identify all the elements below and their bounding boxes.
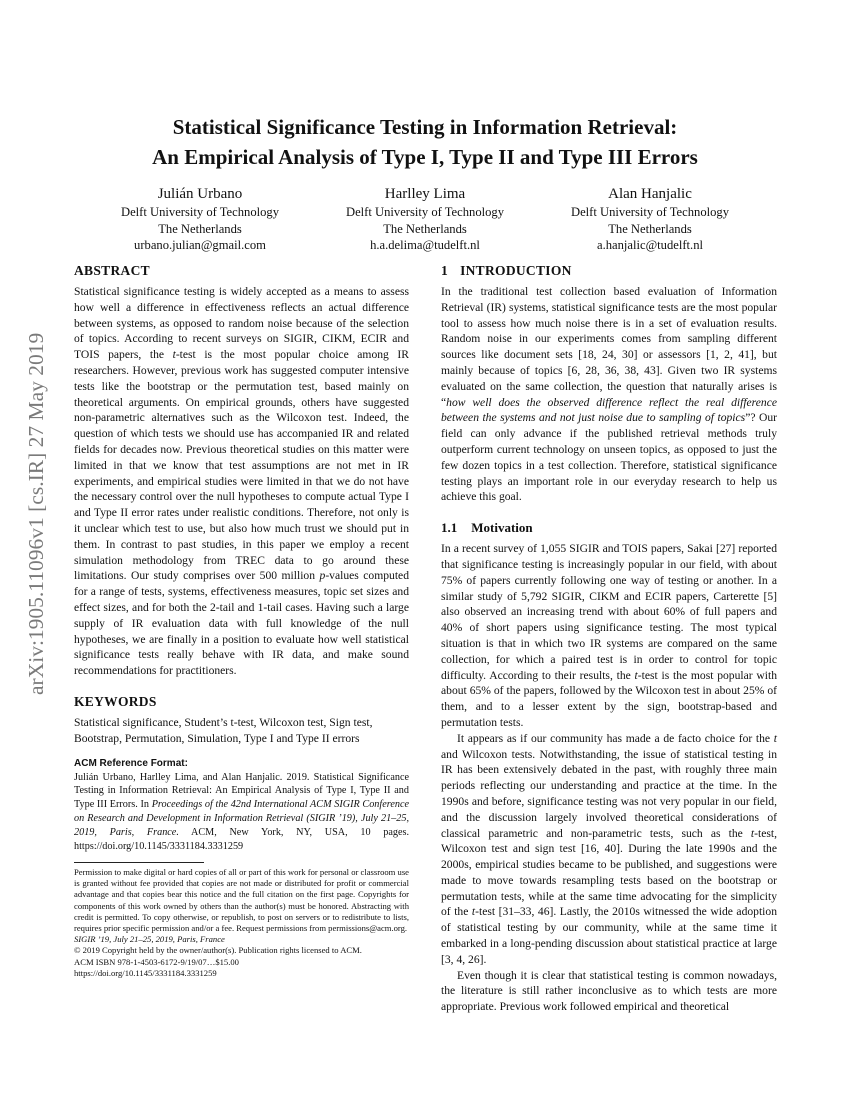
right-column bbox=[441, 262, 777, 1015]
arxiv-stamp: arXiv:1905.11096v1 [cs.IR] 27 May 2019 bbox=[24, 332, 48, 695]
author-country: The Netherlands bbox=[383, 221, 467, 236]
author-email[interactable]: urbano.julian@gmail.com bbox=[134, 238, 266, 252]
keywords-heading: KEYWORDS bbox=[74, 693, 157, 709]
author-block-1 bbox=[75, 184, 325, 254]
introduction-heading: 1 INTRODUCTION bbox=[441, 263, 572, 278]
author-email[interactable]: h.a.delima@tudelft.nl bbox=[370, 238, 480, 252]
author-name: Julián Urbano bbox=[157, 186, 243, 202]
venue-line: SIGIR ’19, July 21–25, 2019, Paris, France bbox=[74, 934, 225, 945]
footnote bbox=[74, 867, 409, 979]
permission-notice: Permission to make digital or hard copies of all or part of this work for personal or classroom use is granted without fee provided that copies are not made or distributed for profit or commercial advantage and that copies bear this notice and the full citation on the first page. Copyrights for components of this work owned by others than the author(s) must be honored. Abstracting with credit is permitted. To copy otherwise, or republish, to post on servers or to redistribute to lists, requires prior specific permission and/or a fee. Request permissions from permissions@acm.org. bbox=[74, 866, 409, 933]
author-email[interactable]: a.hanjalic@tudelft.nl bbox=[596, 238, 703, 252]
author-block-2 bbox=[300, 184, 550, 254]
copyright-line: © 2019 Copyright held by the owner/author(s). Publication rights licensed to ACM. bbox=[74, 945, 362, 956]
author-affiliation: Delft University of Technology bbox=[570, 205, 730, 219]
acm-reference-text: Julián Urbano, Harlley Lima, and Alan Hanjalic. 2019. Statistical Significance Testing in Information Retrieval: An Empirical Analysis of Type I, Type II and Type III Errors. In Proceedings of the 42nd International ACM SIGIR Conference on Research and Development in Information Retrieval (SIGIR ’19), July 21–25, 2019, Paris, France. ACM, New York, NY, USA, 10 pages. https://doi.org/10.1145/3331184.3331259 bbox=[74, 771, 409, 853]
author-affiliation: Delft University of Technology bbox=[120, 205, 280, 219]
author-country: The Netherlands bbox=[158, 221, 242, 236]
introduction-text: In the traditional test collection based evaluation of Information Retrieval (IR) systems, statistical significance tests are the most popular tool to assess how much noise there is in a set of evaluation results. Random noise in our experiments comes from sampling different sources like document sets [18, 24, 30] or assessors [1, 2, 41], but mainly because of topics [6, 28, 36, 38, 43]. Given two IR systems evaluated on the same collection, the question that naturally arises is “how well does the observed difference reflect the real difference between the systems and not just noise due to sampling of topics”? Our field can only advance if the published retrieval methods truly outperform current technology on unseen topics, as opposed to just the few dozen topics in a test collection. Therefore, statistical significance testing plays an important role in our everyday research to help us achieve this goal. bbox=[441, 285, 777, 504]
motivation-paragraph-3: Even though it is clear that statistical testing is common nowadays, the literature is still rather inconclusive as to which tests are more appropriate. Previous work followed empirical and theoretical bbox=[441, 968, 777, 1014]
author-affiliation: Delft University of Technology bbox=[345, 205, 505, 219]
abstract-text: Statistical significance testing is widely accepted as a means to assess how well a difference in effectiveness reflects an actual difference between systems, as opposed to random noise because of the selection of topics. According to recent surveys on SIGIR, CIKM, ECIR and TOIS papers, the t-test is the most popular choice among IR researchers. However, previous work has suggested computer intensive tests like the bootstrap or the permutation test, based mainly on theoretical arguments. On empirical grounds, others have suggested non-parametric alternatives such as the Wilcoxon test. Indeed, the question of which tests we should use has accompanied IR and related fields for decades now. Previous theoretical studies on this matter were limited in that we know that test assumptions are not met in IR experiments, and empirical studies were limited in that we do not have the necessary control over the null hypotheses to compute actual Type I and Type II error rates under realistic conditions. Therefore, not only is it unclear which test to use, but also how much trust we should put in them. In contrast to past studies, in this paper we employ a recent simulation methodology from TREC data to go around these limitations. Our study comprises over 500 million p-values computed for a range of tests, systems, effectiveness measures, topic set sizes and effect sizes, and for both the 2-tail and 1-tail cases. Having such a large supply of IR evaluation data with full knowledge of the null hypotheses, we are finally in a position to evaluate how well statistical significance tests really behave with IR data, and make sound recommendations for practitioners. bbox=[74, 285, 409, 678]
author-block-3 bbox=[525, 184, 775, 254]
left-column bbox=[74, 262, 409, 979]
author-country: The Netherlands bbox=[608, 221, 692, 236]
paper-title-line1: Statistical Significance Testing in Information Retrieval: bbox=[172, 115, 678, 139]
keywords-text: Statistical significance, Student’s t-test, Wilcoxon test, Sign test, Bootstrap, Permutation, Simulation, Type I and Type II errors bbox=[74, 715, 373, 745]
abstract-heading: ABSTRACT bbox=[74, 263, 150, 278]
paper-title-line2: An Empirical Analysis of Type I, Type II and Type III Errors bbox=[152, 145, 698, 169]
author-name: Harlley Lima bbox=[384, 186, 466, 202]
doi-link[interactable]: https://doi.org/10.1145/3331184.3331259 bbox=[74, 967, 217, 978]
motivation-heading: 1.1 Motivation bbox=[441, 520, 533, 536]
acm-reference-heading: ACM Reference Format: bbox=[74, 757, 188, 769]
footnote-divider bbox=[74, 862, 204, 863]
motivation-paragraph-1: In a recent survey of 1,055 SIGIR and TOIS papers, Sakai [27] reported that significance testing is increasingly popular in our field, with about 75% of papers currently following one way of testing or another. In a similar study of 5,792 SIGIR, CIKM and ECIR papers, Carterette [5] also observed an increasing trend with about 60% of full papers and 40% of short papers using significance testing. The most typical situation is that in which two IR systems are compared on the same collection, for which a paired test is in order to control for topic difficulty. According to their results, the t-test is the most popular with about 65% of the papers, followed by the Wilcoxon test in about 25% of them, and to a lesser extent by the sign, bootstrap-based and permutation tests. bbox=[441, 542, 777, 729]
author-name: Alan Hanjalic bbox=[608, 186, 692, 202]
motivation-paragraph-2: It appears as if our community has made a de facto choice for the t and Wilcoxon tests. Notwithstanding, the issue of statistical testing in IR has been extensively debated in the past, with roughly three main periods reflecting our understanding and practice at the time. In the 1990s and before, significance testing was not very popular in our field, and the discussion largely involved theoretical considerations of classical parametric and non-parametric tests, such as the t-test, Wilcoxon test and sign test [16, 40]. During the late 1990s and the 2000s, empirical studies became to be published, and suggestions were made to move towards resampling tests based on the bootstrap or permutation tests, while at the same time advocating for the simplicity of the t-test [31–33, 46]. Lastly, the 2010s witnessed the wide adoption of statistical testing by our community, while at the same time it embarked in a long-pending discussion about statistical practice at large [3, 4, 26]. bbox=[441, 731, 777, 966]
isbn-line: ACM ISBN 978-1-4503-6172-9/19/07…$15.00 bbox=[74, 956, 239, 967]
